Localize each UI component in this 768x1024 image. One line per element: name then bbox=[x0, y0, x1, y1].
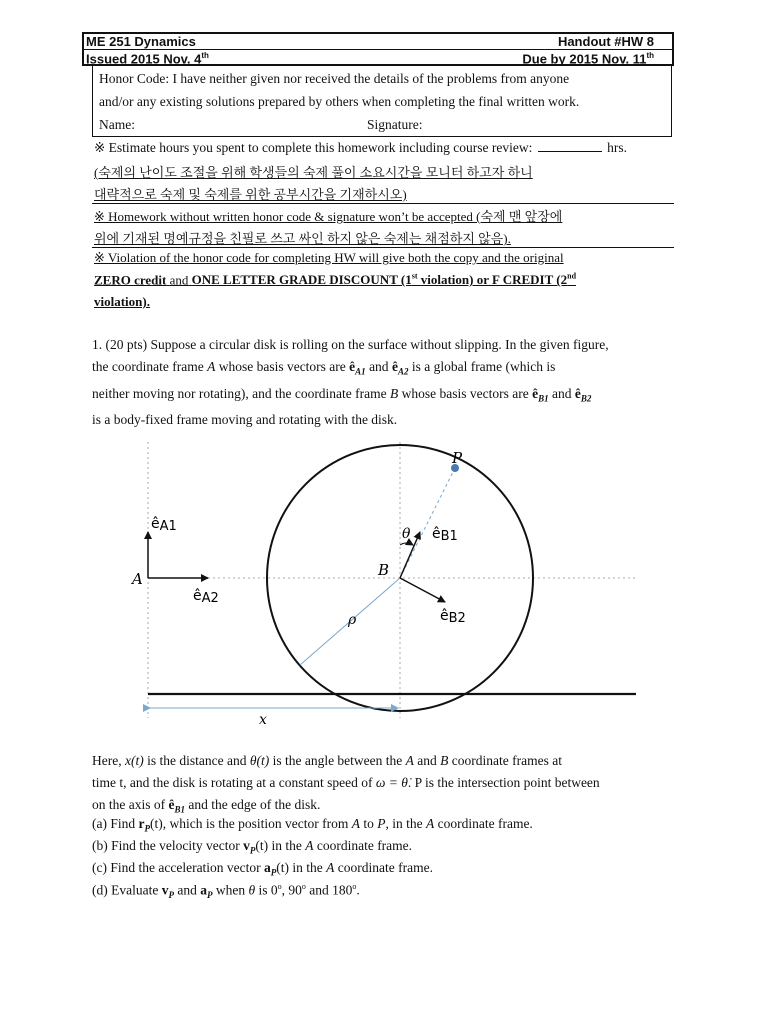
violation-end: violation). bbox=[94, 294, 150, 309]
handout-number: Handout #HW 8 bbox=[557, 34, 654, 49]
violation-notice: ※ Violation of the honor code for completing HW will give both the copy and the original bbox=[94, 250, 564, 265]
eb2-vector bbox=[400, 578, 445, 602]
question-c: (c) Find the acceleration vector $a_P(t)$ in the A coordinate frame. bbox=[92, 860, 433, 878]
body-line2: time t, and the disk is rotating at a constant speed of ω = θ̇. P is the intersection point between bbox=[92, 775, 600, 790]
theta-arc bbox=[400, 543, 413, 545]
question-a: (a) Find $r_P(t)$, which is the position vector from A to P, in the A coordinate frame. bbox=[92, 816, 533, 834]
question-b: (b) Find the velocity vector $v_P(t)$ in the A coordinate frame. bbox=[92, 838, 413, 856]
violation-penalty: ZERO credit and ONE LETTER GRADE DISCOUNT (1st violation) or F CREDIT (2nd bbox=[94, 272, 577, 288]
issued-date: Issued 2015 Nov. 4th bbox=[86, 51, 209, 67]
name-label: Name: bbox=[99, 117, 135, 132]
label-rho: ρ bbox=[348, 612, 357, 628]
signature-label: Signature: bbox=[367, 117, 423, 132]
due-date: Due by 2015 Nov. 11th bbox=[522, 51, 654, 67]
problem-line1: 1. (20 pts) Suppose a circular disk is rolling on the surface without slipping. In the given figure, bbox=[92, 337, 609, 352]
label-b: B bbox=[378, 561, 390, 579]
label-theta: θ bbox=[402, 526, 411, 542]
body-text bbox=[92, 750, 676, 821]
problem-line3: neither moving nor rotating), and the coordinate frame B whose basis vectors are $ê_{B1}$ and $ê_{B2}$ bbox=[92, 385, 592, 404]
korean-signature-line: 위에 기재된 명예규정을 친필로 쓰고 싸인 하지 않은 숙제는 채점하지 않음). bbox=[94, 231, 511, 246]
body-line3: on the axis of $ê_{B1}$ and the edge of the disk. bbox=[92, 797, 321, 815]
honor-code-line1: Honor Code: I have neither given nor received the details of the problems from anyone bbox=[99, 71, 570, 86]
label-eb2: êB2 bbox=[440, 608, 466, 626]
label-a: A bbox=[132, 570, 143, 588]
label-p: P bbox=[452, 449, 463, 467]
label-eb1: êB1 bbox=[432, 526, 458, 544]
label-ea2: êA2 bbox=[193, 588, 219, 606]
honor-code-line2: and/or any existing solutions prepared by others when completing the final written work. bbox=[99, 94, 580, 109]
problem-line4: is a body-fixed frame moving and rotating with the disk. bbox=[92, 412, 398, 428]
problem-line2: the coordinate frame A whose basis vectors are $ê_{A1}$ and $ê_{A2}$ is a global frame (which is bbox=[92, 359, 556, 377]
estimate-notice: ※ Estimate hours you spent to complete this homework including course review: hrs. bbox=[94, 140, 627, 155]
body-line1: Here, x(t) is the distance and θ(t) is the angle between the A and B coordinate frames at bbox=[92, 753, 562, 768]
question-d: (d) Evaluate $v_P$ and $a_P$ when θ is 0$^o$, 90$^o$ and 180$^o$. bbox=[92, 882, 360, 901]
label-ea1: êA1 bbox=[151, 516, 177, 534]
line-to-p bbox=[400, 468, 455, 578]
signature-warning: ※ Homework without written honor code & signature won’t be accepted (숙제 맨 앞장에 bbox=[94, 209, 563, 224]
course-title: ME 251 Dynamics bbox=[86, 34, 196, 49]
korean-estimate-line1: (숙제의 난이도 조절을 위해 학생들의 숙제 풀이 소요시간을 모니터 하고자 하니 bbox=[94, 165, 533, 180]
korean-estimate-line2: 대략적으로 숙제 및 숙제를 위한 공부시간을 기재하시오) bbox=[94, 187, 407, 202]
label-x: x bbox=[259, 712, 267, 728]
